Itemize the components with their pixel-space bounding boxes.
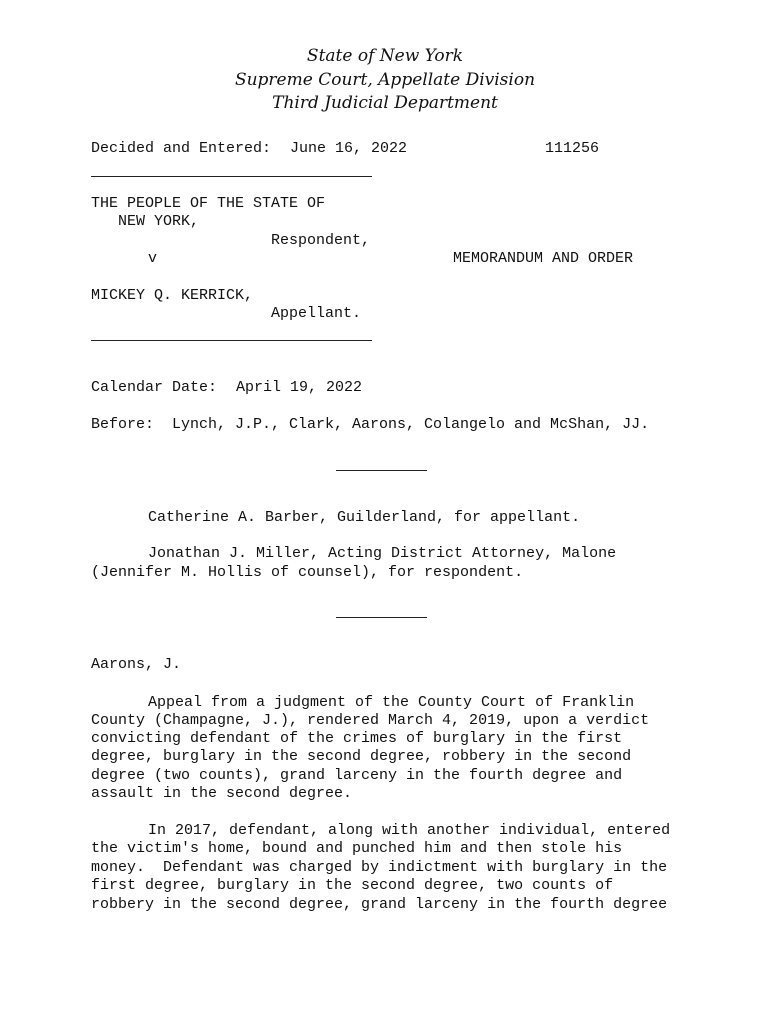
header-department: Third Judicial Department [272,93,498,113]
party2-name: MICKEY Q. KERRICK, [91,287,254,304]
caption-bottom-rule [91,340,372,341]
before-label: Before: [91,416,155,433]
decided-label: Decided and Entered: [91,140,272,157]
docket-number: 111256 [545,140,600,157]
header-state: State of New York [306,46,464,66]
party1-line1: THE PEOPLE OF THE STATE OF [91,195,326,212]
section-rule-1 [336,470,427,471]
party1-line2: NEW YORK, [118,213,200,230]
party1-role: Respondent, [271,232,371,249]
para1-line: Appeal from a judgment of the County Court of Franklin [148,694,635,711]
calendar-label: Calendar Date: [91,379,218,396]
counsel-respondent-line2: (Jennifer M. Hollis of counsel), for respondent. [91,564,524,581]
calendar-date: April 19, 2022 [236,379,363,396]
para1-line: convicting defendant of the crimes of burglary in the first [91,730,623,747]
para2-line: In 2017, defendant, along with another individual, entered [148,822,671,839]
header-court: Supreme Court, Appellate Division [234,69,536,90]
decided-date: June 16, 2022 [290,140,408,157]
para2-line: money. Defendant was charged by indictment with burglary in the [91,859,668,876]
para1-line: degree, burglary in the second degree, robbery in the second [91,748,632,765]
para2-line: first degree, burglary in the second degree, two counts of [91,877,614,894]
para1-line: assault in the second degree. [91,785,353,802]
court-header [0,45,770,116]
order-type: MEMORANDUM AND ORDER [453,250,634,267]
party2-role: Appellant. [271,305,362,322]
para1-line: degree (two counts), grand larceny in the fourth degree and [91,767,623,784]
caption-top-rule [91,176,372,177]
before-judges: Lynch, J.P., Clark, Aarons, Colangelo and McShan, JJ. [172,416,650,433]
section-rule-2 [336,617,427,618]
versus: v [148,250,158,267]
para1-line: County (Champagne, J.), rendered March 4, 2019, upon a verdict [91,712,650,729]
counsel-respondent-line1: Jonathan J. Miller, Acting District Attorney, Malone [148,545,617,562]
opinion-author: Aarons, J. [91,656,182,673]
para2-line: the victim's home, bound and punched him and then stole his [91,840,623,857]
counsel-appellant: Catherine A. Barber, Guilderland, for appellant. [148,509,581,526]
para2-line: robbery in the second degree, grand larceny in the fourth degree [91,896,668,913]
